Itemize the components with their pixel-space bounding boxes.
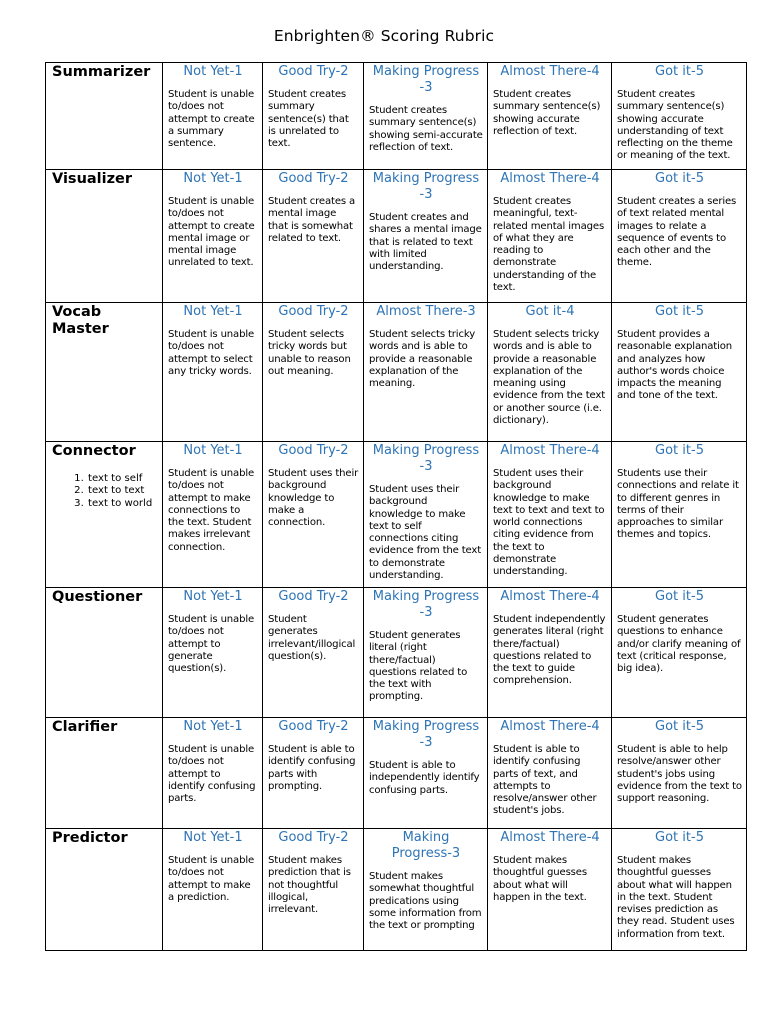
rubric-cell — [364, 303, 488, 442]
row-header-cell — [46, 170, 163, 303]
level-label: Not Yet-1 — [183, 304, 243, 319]
level-description: Student is unable to/does not attempt to create mental image or mental image unrelated to text. — [168, 196, 255, 269]
rubric-cell — [163, 588, 263, 718]
rubric-cell — [263, 829, 364, 951]
level-description: Student independently generates literal (right there/factual) questions related to the text to guide comprehension. — [493, 614, 606, 687]
level-description: Student is unable to/does not attempt to create a summary sentence. — [168, 89, 255, 150]
list-item: 2. text to text — [87, 485, 158, 497]
rubric-cell — [364, 718, 488, 829]
rubric-cell — [612, 303, 747, 442]
scoring-rubric-table — [45, 62, 747, 951]
level-label: Almost There-3 — [376, 304, 476, 319]
level-description: Student creates summary sentence(s) showing semi-accurate reflection of text. — [369, 105, 483, 153]
level-label: Good Try-2 — [278, 304, 349, 319]
rubric-cell — [488, 170, 612, 303]
level-description: Student uses their background knowledge to make text to text and text to world connections citing evidence from the text to demonstrate understanding. — [493, 468, 605, 578]
level-description: Student is unable to/does not attempt to make connections to the text. Student makes irrelevant connection. — [168, 468, 255, 553]
level-label: Got it-4 — [525, 304, 575, 319]
list-item: 1. text to self — [87, 473, 158, 485]
level-description: Student creates summary sentence(s) showing accurate understanding of text reflecting on the theme or meaning of the text. — [617, 89, 733, 162]
rubric-cell — [612, 829, 747, 951]
level-label: Making Progress -3 — [372, 171, 480, 202]
level-label: Not Yet-1 — [183, 443, 243, 458]
level-label: Got it-5 — [655, 589, 704, 604]
table-row — [46, 63, 747, 170]
table-row — [46, 829, 747, 951]
category-label: Summarizer — [52, 64, 151, 80]
level-label: Got it-5 — [655, 304, 704, 319]
row-header-cell — [46, 442, 163, 588]
level-description: Student selects tricky words and is able to provide a reasonable explanation of the meaning. — [369, 329, 476, 390]
level-label: Almost There-4 — [500, 443, 600, 458]
level-label: Making Progress -3 — [372, 589, 480, 620]
rubric-cell — [488, 718, 612, 829]
category-label: Predictor — [52, 830, 128, 846]
rubric-cell — [263, 170, 364, 303]
category-label: Questioner — [52, 589, 143, 605]
level-label: Making Progress -3 — [372, 719, 480, 750]
rubric-cell — [163, 829, 263, 951]
rubric-cell — [488, 442, 612, 588]
level-description: Student generates questions to enhance and/or clarify meaning of text (critical response, big idea). — [617, 614, 741, 675]
rubric-cell — [263, 718, 364, 829]
level-description: Student is unable to/does not attempt to identify confusing parts. — [168, 744, 256, 805]
level-label: Good Try-2 — [278, 443, 349, 458]
level-description: Student uses their background knowledge to make a connection. — [268, 468, 359, 529]
level-label: Almost There-4 — [500, 719, 600, 734]
level-label: Got it-5 — [655, 443, 704, 458]
row-header-cell — [46, 588, 163, 718]
row-header-cell — [46, 829, 163, 951]
level-label: Not Yet-1 — [183, 589, 243, 604]
level-description: Student provides a reasonable explanation and analyzes how author's words choice impacts the meaning and tone of the text. — [617, 329, 732, 402]
level-description: Student is unable to/does not attempt to make a prediction. — [168, 855, 255, 903]
category-label: Vocab Master — [52, 304, 109, 337]
rubric-cell — [263, 442, 364, 588]
page-title: Enbrighten® Scoring Rubric — [273, 27, 495, 45]
rubric-cell — [612, 63, 747, 170]
rubric-cell — [163, 718, 263, 829]
rubric-cell — [488, 303, 612, 442]
row-header-cell — [46, 718, 163, 829]
level-description: Student is able to identify confusing parts of text, and attempts to resolve/answer other student's jobs. — [493, 744, 597, 817]
level-label: Got it-5 — [655, 830, 704, 845]
level-label: Making Progress -3 — [372, 443, 480, 474]
rubric-cell — [263, 588, 364, 718]
level-label: Almost There-4 — [500, 64, 600, 79]
rubric-cell — [163, 63, 263, 170]
level-description: Student creates summary sentence(s) showing accurate reflection of text. — [493, 89, 601, 137]
rubric-cell — [612, 170, 747, 303]
level-description: Student generates literal (right there/factual) questions related to the text with prompting. — [369, 630, 468, 703]
level-description: Student creates meaningful, text-related mental images of what they are reading to demonstrate understanding of the text. — [493, 196, 605, 294]
level-label: Good Try-2 — [278, 64, 349, 79]
level-description: Student selects tricky words but unable to reason out meaning. — [268, 329, 351, 377]
rubric-cell — [364, 170, 488, 303]
level-description: Student creates summary sentence(s) that is unrelated to text. — [268, 89, 349, 150]
level-label: Making Progress -3 — [372, 64, 480, 95]
rubric-cell — [263, 303, 364, 442]
level-label: Making Progress-3 — [391, 830, 461, 861]
level-description: Student is unable to/does not attempt to select any tricky words. — [168, 329, 255, 377]
table-row — [46, 718, 747, 829]
level-description: Student is able to identify confusing parts with prompting. — [268, 744, 356, 792]
list-item: 3. text to world — [87, 498, 158, 510]
connection-types-list — [52, 473, 158, 510]
rubric-cell — [163, 442, 263, 588]
table-row — [46, 442, 747, 588]
level-description: Student uses their background knowledge to make text to self connections citing evidence from the text to demonstrate understanding. — [369, 484, 482, 582]
category-label: Visualizer — [52, 171, 133, 187]
level-label: Good Try-2 — [278, 589, 349, 604]
level-label: Got it-5 — [655, 171, 704, 186]
rubric-cell — [263, 63, 364, 170]
rubric-cell — [364, 829, 488, 951]
rubric-cell — [612, 718, 747, 829]
rubric-cell — [488, 829, 612, 951]
level-label: Not Yet-1 — [183, 171, 243, 186]
level-label: Got it-5 — [655, 64, 704, 79]
level-label: Not Yet-1 — [183, 719, 243, 734]
rubric-cell — [612, 588, 747, 718]
level-description: Student is unable to/does not attempt to generate question(s). — [168, 614, 255, 675]
rubric-cell — [364, 63, 488, 170]
level-label: Good Try-2 — [278, 830, 349, 845]
level-description: Student creates a mental image that is somewhat related to text. — [268, 196, 356, 244]
level-label: Good Try-2 — [278, 171, 349, 186]
rubric-cell — [163, 170, 263, 303]
level-description: Student is able to independently identify confusing parts. — [369, 760, 480, 796]
level-label: Almost There-4 — [500, 589, 600, 604]
level-label: Almost There-4 — [500, 171, 600, 186]
level-label: Good Try-2 — [278, 719, 349, 734]
rubric-cell — [612, 442, 747, 588]
table-row — [46, 303, 747, 442]
table-row — [46, 588, 747, 718]
level-description: Student makes prediction that is not thoughtful illogical, irrelevant. — [268, 855, 351, 916]
level-description: Student makes thoughtful guesses about what will happen in the text. Student revises prediction as they read. Student uses information from text. — [617, 855, 735, 940]
table-row — [46, 170, 747, 303]
rubric-cell — [163, 303, 263, 442]
rubric-cell — [488, 63, 612, 170]
level-description: Student makes somewhat thoughtful predications using some information from the text or prompting — [369, 871, 482, 932]
level-label: Almost There-4 — [500, 830, 600, 845]
rubric-cell — [364, 588, 488, 718]
category-label: Clarifier — [52, 719, 118, 735]
rubric-cell — [488, 588, 612, 718]
level-description: Student is able to help resolve/answer other student's jobs using evidence from the text to support reasoning. — [617, 744, 742, 805]
level-description: Students use their connections and relate it to different genres in terms of their approaches to similar themes and topics. — [617, 468, 739, 541]
level-description: Student creates and shares a mental image that is related to text with limited understanding. — [369, 212, 482, 273]
level-description: Student makes thoughtful guesses about what will happen in the text. — [493, 855, 587, 903]
level-description: Student selects tricky words and is able to provide a reasonable explanation of the meaning using evidence from the text or another source (i.e. dictionary). — [493, 329, 606, 427]
level-label: Got it-5 — [655, 719, 704, 734]
level-label: Not Yet-1 — [183, 830, 243, 845]
level-description: Student generates irrelevant/illogical question(s). — [268, 614, 356, 662]
rubric-cell — [364, 442, 488, 588]
row-header-cell — [46, 303, 163, 442]
level-label: Not Yet-1 — [183, 64, 243, 79]
category-label: Connector — [52, 443, 136, 459]
row-header-cell — [46, 63, 163, 170]
level-description: Student creates a series of text related mental images to relate a sequence of events to each other and the theme. — [617, 196, 737, 269]
